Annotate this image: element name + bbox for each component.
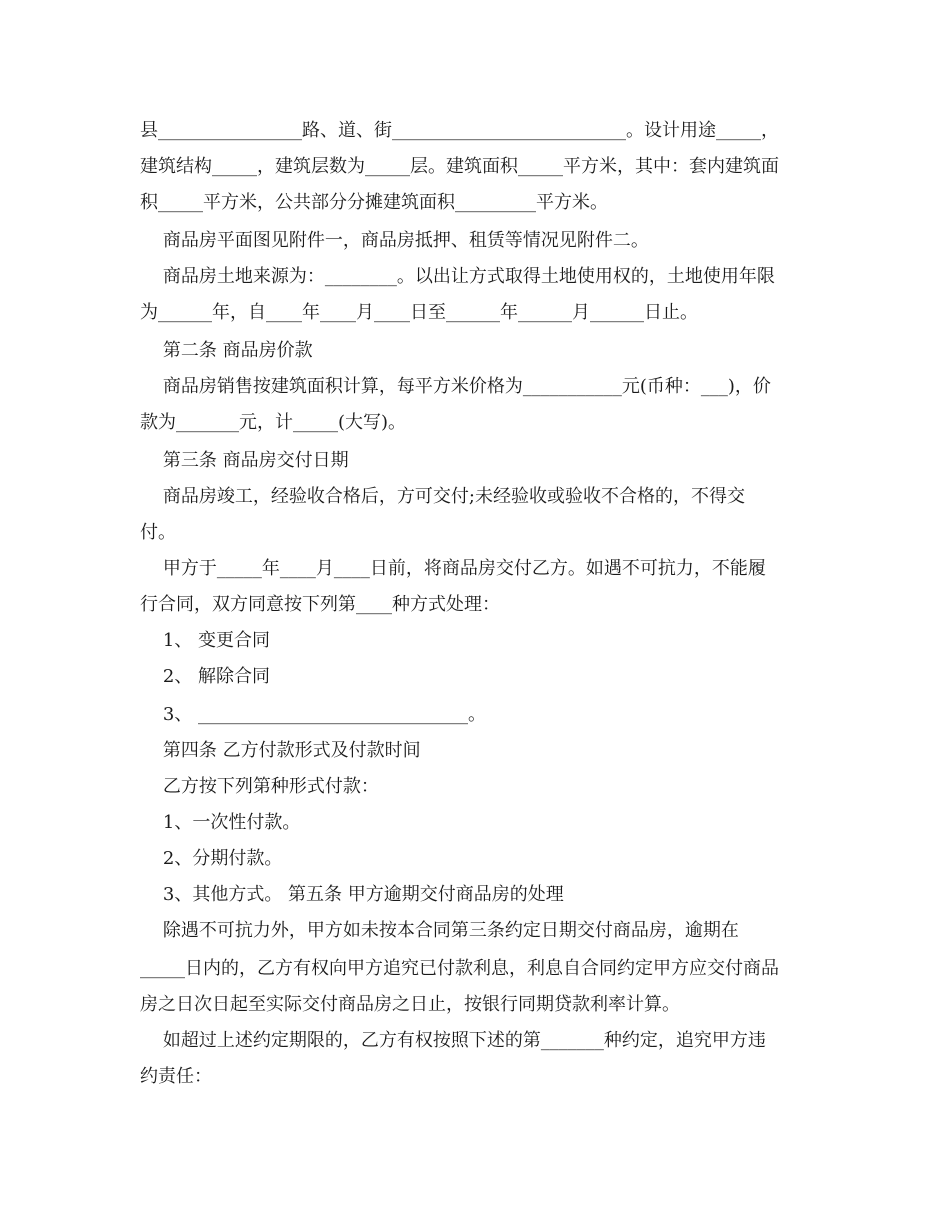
- list-item: 2、 解除合同: [140, 666, 271, 687]
- text-line: 建筑结构_____，建筑层数为_____层。建筑面积_____平方米，其中：套内建筑面: [140, 156, 779, 177]
- text-line: 积_____平方米，公共部分分摊建筑面积_________平方米。: [140, 192, 608, 213]
- text-line: 甲方于_____年____月____日前，将商品房交付乙方。如遇不可抗力，不能履: [140, 558, 766, 579]
- text-line: 商品房销售按建筑面积计算，每平方米价格为___________元(币种：___)，价: [140, 376, 771, 397]
- text-line: 约责任：: [140, 1066, 212, 1087]
- text-line: 县________________路、道、街__________________________。设计用途_____，: [140, 120, 779, 141]
- text-line: 商品房土地来源为：________。以出让方式取得土地使用权的，土地使用年限: [140, 266, 775, 287]
- text-line: 房之日次日起至实际交付商品房之日止，按银行同期贷款利率计算。: [140, 994, 680, 1015]
- text-line: 付。: [140, 522, 176, 543]
- list-item: 1、一次性付款。: [140, 812, 301, 833]
- text-line: 乙方按下列第种形式付款：: [140, 776, 379, 797]
- text-line: 如超过上述约定期限的，乙方有权按照下述的第_______种约定，追究甲方违: [140, 1030, 766, 1051]
- section-heading: 第四条 乙方付款形式及付款时间: [140, 740, 421, 761]
- text-line: _____日内的，乙方有权向甲方追究已付款利息，利息自合同约定甲方应交付商品: [140, 958, 779, 979]
- text-line: 商品房竣工，经验收合格后，方可交付;未经验收或验收不合格的，不得交: [140, 486, 745, 507]
- section-heading: 第三条 商品房交付日期: [140, 450, 349, 471]
- list-item: 2、分期付款。: [140, 848, 283, 869]
- section-heading: 第二条 商品房价款: [140, 340, 313, 361]
- text-line: 除遇不可抗力外，甲方如未按本合同第三条约定日期交付商品房，逾期在: [140, 920, 739, 941]
- text-line: 商品房平面图见附件一，商品房抵押、租赁等情况见附件二。: [140, 230, 649, 251]
- text-line: 为______年，自____年____月____日至______年______月______日止。: [140, 302, 698, 323]
- text-line: 行合同，双方同意按下列第____种方式处理：: [140, 594, 500, 615]
- list-item: 1、 变更合同: [140, 630, 271, 651]
- list-item: 3、其他方式。 第五条 甲方逾期交付商品房的处理: [140, 884, 564, 905]
- list-item: 3、 ______________________________。: [140, 704, 487, 725]
- text-line: 款为_______元，计_____(大写)。: [140, 412, 407, 433]
